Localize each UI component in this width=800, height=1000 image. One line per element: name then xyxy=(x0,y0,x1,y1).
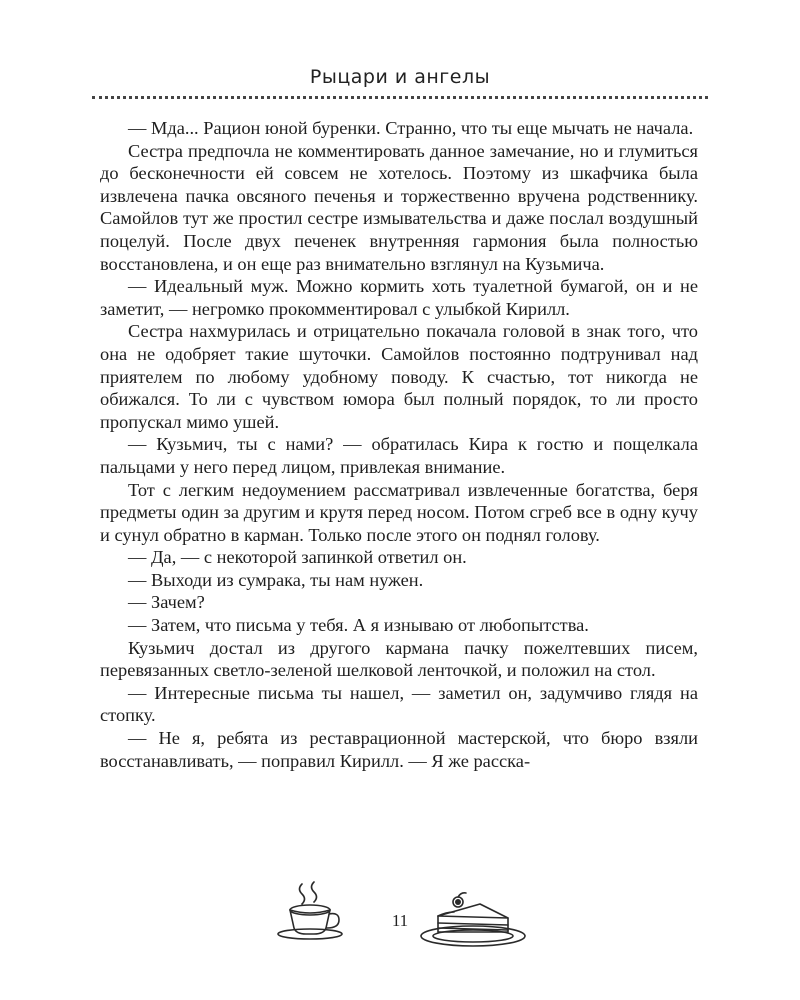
paragraph: — Зачем? xyxy=(128,592,205,613)
coffee-cup-icon xyxy=(268,880,358,942)
paragraph: — Затем, что письма у тебя. А я изнываю от любопытства. xyxy=(128,615,589,636)
paragraph: — Выходи из сумрака, ты нам нужен. xyxy=(128,569,424,590)
paragraph: — Мда... Рацион юной буренки. Странно, что ты еще мычать не начала. xyxy=(128,118,694,138)
paragraph: — Кузьмич, ты с нами? — обратилась Кира к гостю и пощелкала пальцами у него перед лицом, привлекая внимание. xyxy=(100,434,698,477)
paragraph: Сестра нахмурилась и отрицательно покачала головой в знак того, что она не одобряет такие шуточки. Самойлов постоянно подтрунивал над приятелем по любому удобному поводу. К счастью, тот никогда не обижался. То ли с чувством юмора был полный порядок, то ли просто пропускал мимо ушей. xyxy=(100,321,698,432)
paragraph: Тот с легким недоумением рассматривал извлеченные богатства, беря предметы один за другим и крутя перед носом. Потом сгреб все в одну кучу и сунул обратно в карман. Только после этого он поднял голову. xyxy=(100,479,698,545)
cake-slice-icon xyxy=(418,890,528,950)
body-text xyxy=(100,117,698,772)
paragraph: — Да, — с некоторой запинкой ответил он. xyxy=(128,547,467,568)
paragraph: Сестра предпочла не комментировать данное замечание, но и глумиться до бесконечности ей совсем не хотелось. Поэтому из шкафчика была извлечена пачка овсяного печенья и торжественно вручена родственнику. Самойлов тут же простил сестре измывательства и даже послал воздушный поцелуй. После двух печенек внутренняя гармония была полностью восстановлена, и он еще раз внимательно взглянул на Кузьмича. xyxy=(100,140,698,274)
dotted-divider xyxy=(92,96,708,99)
page-number: 11 xyxy=(391,911,409,930)
running-head-title: Рыцари и ангелы xyxy=(309,66,491,88)
paragraph: — Интересные письма ты нашел, — заметил он, задумчиво глядя на стопку. xyxy=(100,682,698,726)
paragraph: — Не я, ребята из реставрационной мастерской, что бюро взяли восстанавливать, — поправил Кирилл. — Я же расска- xyxy=(100,728,698,771)
paragraph: — Идеальный муж. Можно кормить хоть туалетной бумагой, он и не заметит, — негромко прокомментировал с улыбкой Кирилл. xyxy=(100,276,698,319)
paragraph: Кузьмич достал из другого кармана пачку пожелтевших писем, перевязанных светло-зеленой шелковой ленточкой, и положил на стол. xyxy=(100,637,698,681)
